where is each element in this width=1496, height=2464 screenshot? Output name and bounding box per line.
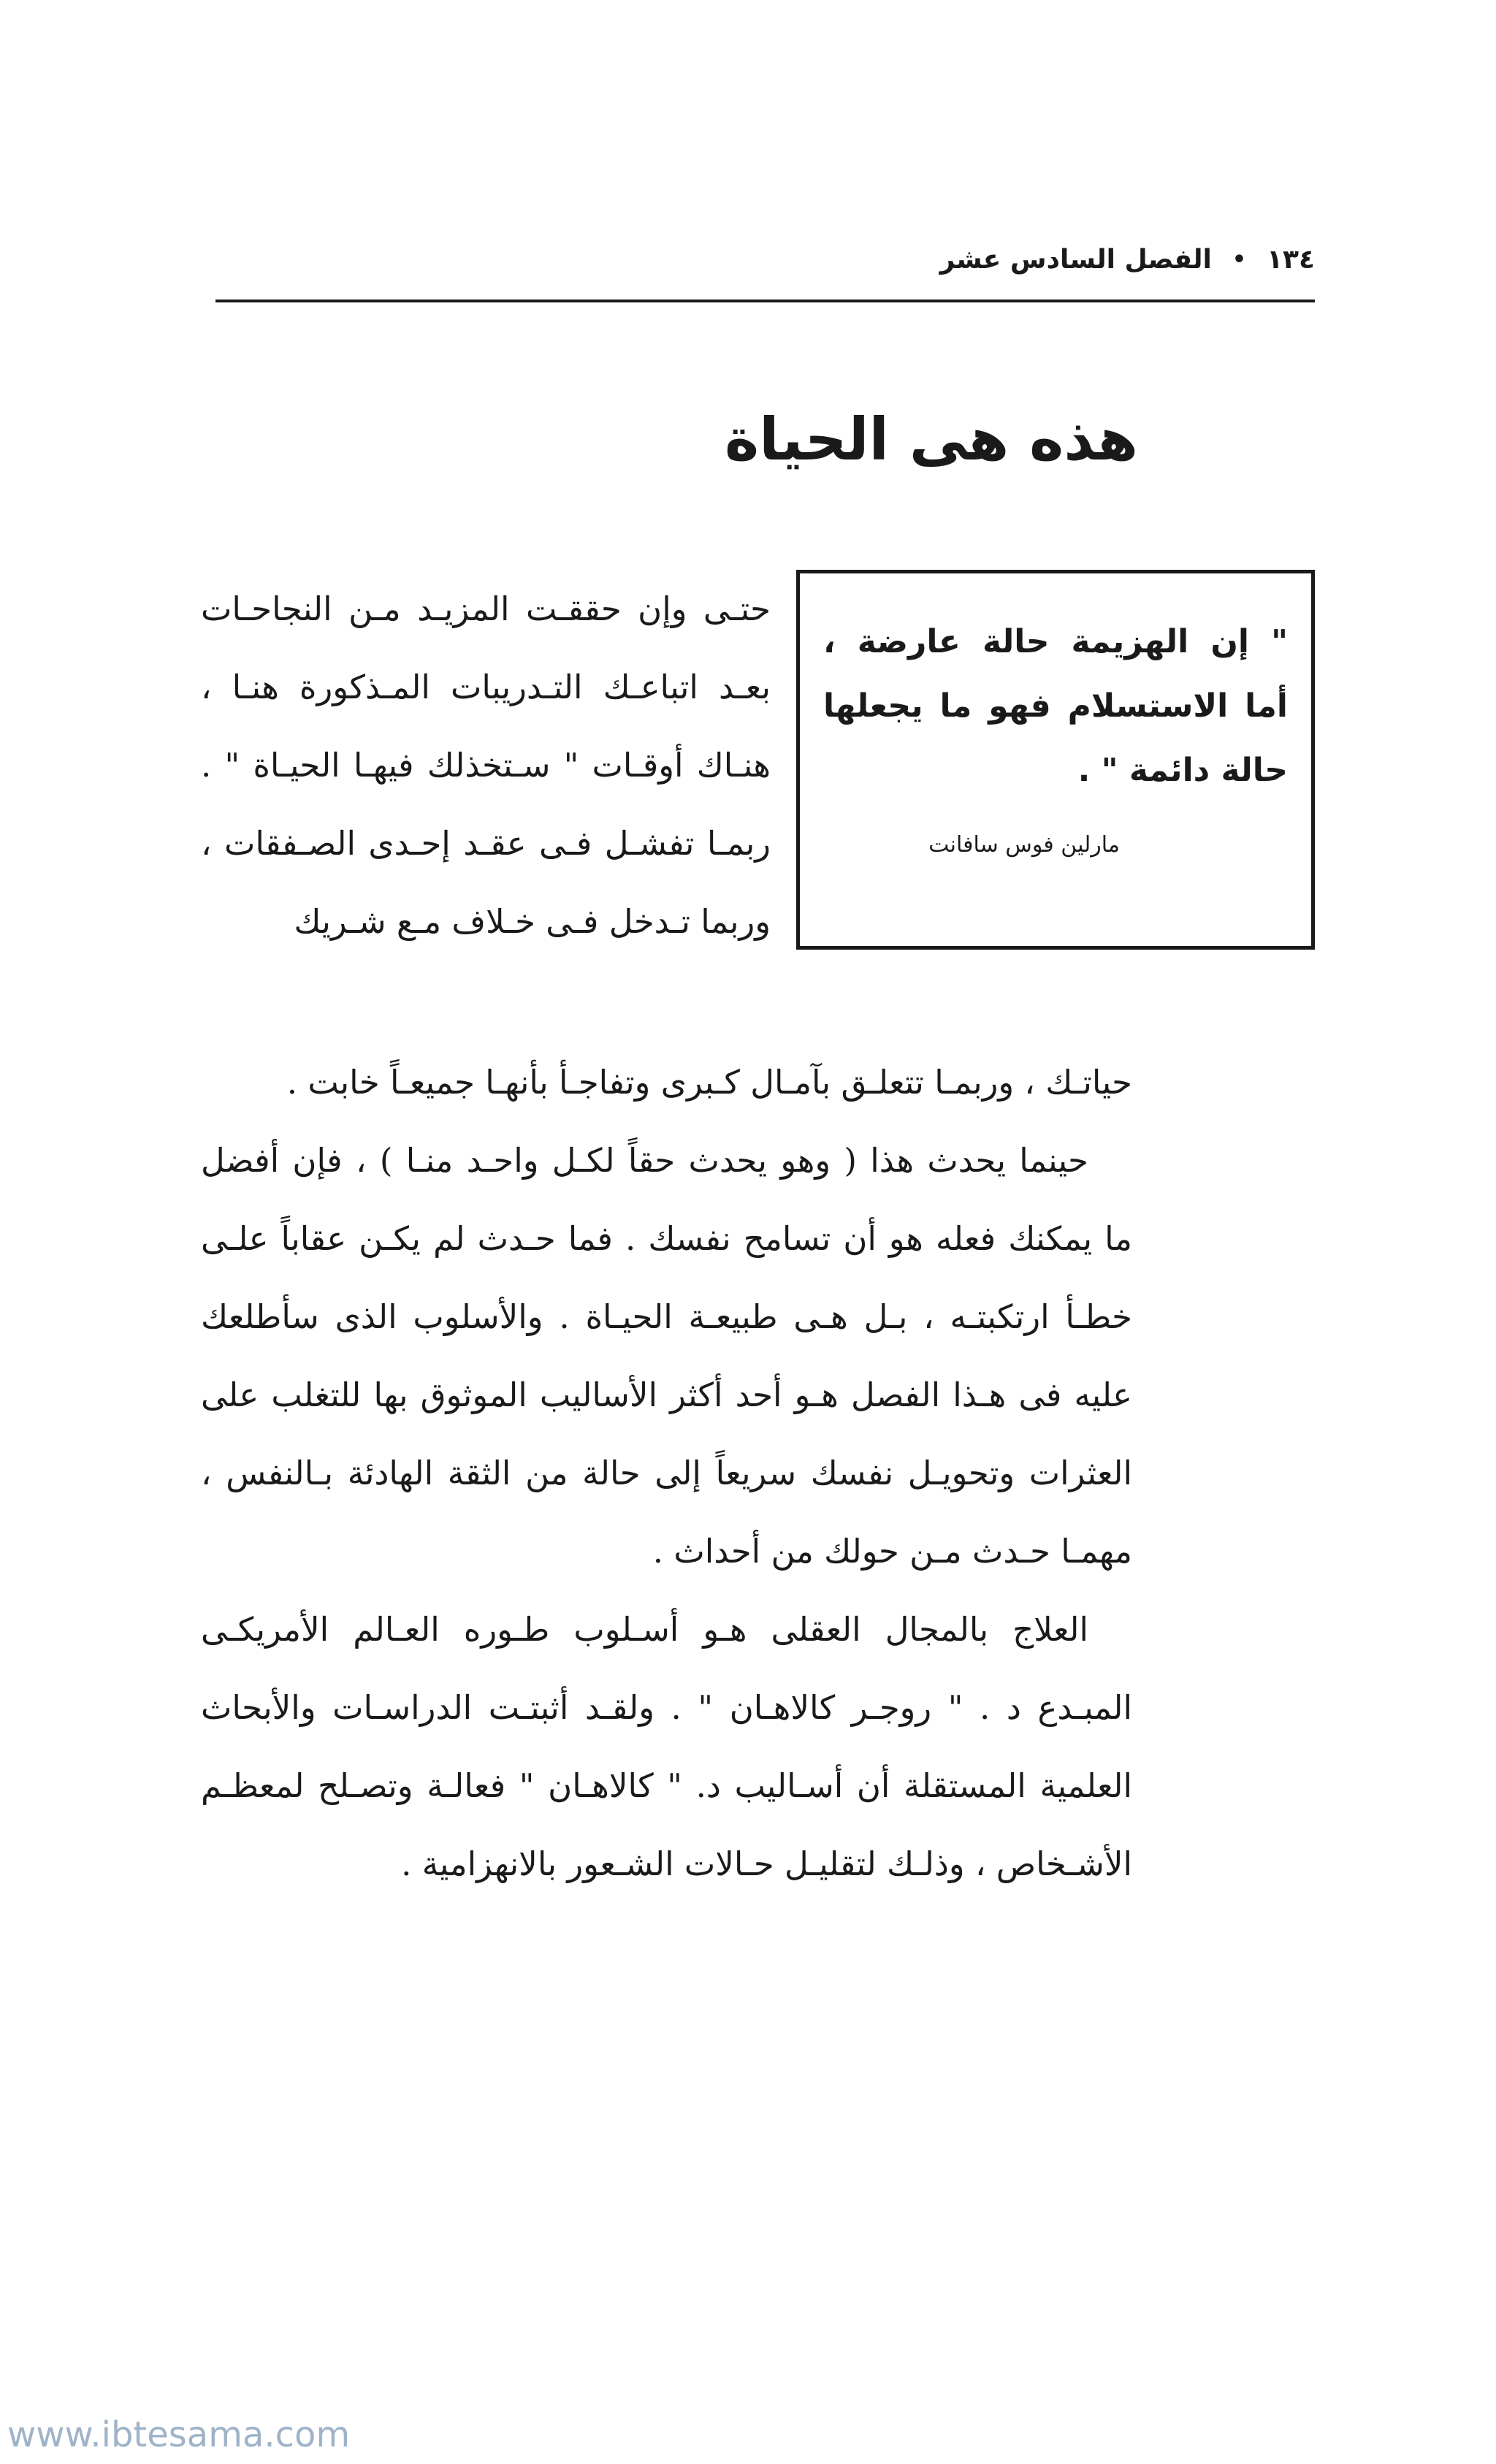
paragraph-1-start: حتـى وإن حققـت المزيـد مـن النجاحـات بعـد اتباعـك التـدريبات المـذكورة هنـا ، هنـاك أوقـات " سـتخذلك فيهـا الحيـاة " . ربمـا تفشـل فـى عقـد إحـدى الصـفقات ، وربما تـدخل فـى خـلاف مـع شـريك <box>201 590 771 941</box>
paragraph-1-end: حياتـك ، وربمـا تتعلـق بآمـال كـبرى وتفاجـأ بأنهـا جميعـاً خابت . <box>286 1063 1132 1102</box>
chapter-title: الفصل السادس عشر <box>939 245 1212 275</box>
paragraph-2: حينما يحدث هذا ( وهو يحدث حقاً لكـل واحـد منـا ) ، فإن أفضل ما يمكنك فعله هو أن تسامح نفسك . فما حـدث لم يكـن عقاباً علـى خطـأ ارتكبتـه ، بـل هـى طبيعـة الحيـاة . والأسلوب الذى سأطلعك عليه فى هـذا الفصل هـو أحد أكثر الأساليب الموثوق بها للتغلب على العثرات وتحويـل نفسك سريعاً إلى حالة من الثقة الهادئة بـالنفس ، مهمـا حـدث مـن حولك من أحداث . <box>201 1141 1132 1571</box>
header-bullet: • <box>1232 247 1247 272</box>
quote-author: مارلين فوس سافانت <box>928 832 1120 858</box>
quote-text: " إن الهزيمة حالة عارضة ، أما الاستسلام فهو ما يجعلها حالة دائمة " . <box>823 623 1288 789</box>
body-text <box>201 1043 1132 1903</box>
section-title: هذه هى الحياة <box>724 405 1138 473</box>
running-header <box>215 245 1315 275</box>
quote-box <box>796 570 1315 950</box>
header-divider <box>215 300 1315 302</box>
page-number: ١٣٤ <box>1267 245 1315 275</box>
paragraph-3: العلاج بالمجال العقلى هـو أسـلوب طـوره العـالم الأمريكـى المبـدع د . " روجـر كالاهـان " . ولقـد أثبتـت الدراسـات والأبحاث العلمية المستقلة أن أسـاليب د. " كالاهـان " فعالـة وتصـلح لمعظـم الأشـخاص ، وذلـك لتقليـل حـالات الشـعور بالانهزامية . <box>201 1610 1132 1883</box>
website-watermark: www.ibtesama.com <box>7 2414 351 2455</box>
